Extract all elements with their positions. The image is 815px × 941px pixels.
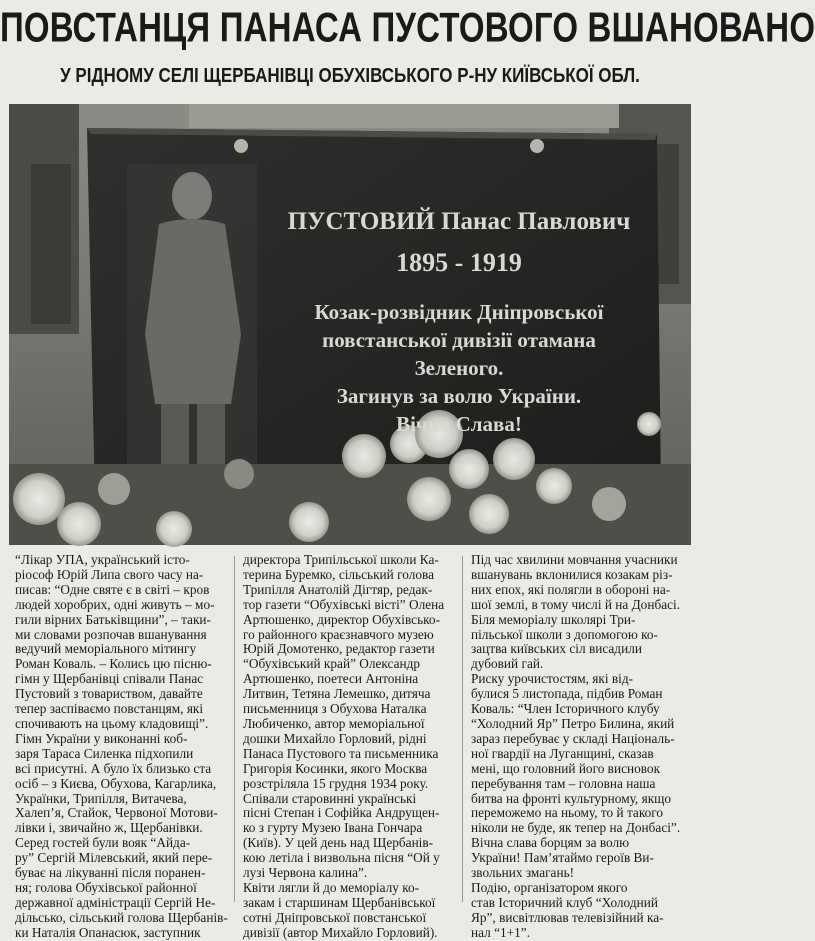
text-line: “Лікар УПА, український істо- bbox=[15, 552, 190, 567]
text-line: став Історичний клуб “Холодний bbox=[471, 894, 658, 910]
text-line: ня; голова Обухівської районної bbox=[15, 879, 197, 895]
column-divider bbox=[234, 556, 235, 902]
text-line: дошки Михайло Горловий, рідні bbox=[243, 730, 427, 746]
text-line: перебування там – головна наша bbox=[471, 775, 656, 791]
text-line: закам і старшинам Щербанівської bbox=[243, 894, 436, 910]
article-column-2 bbox=[243, 552, 461, 940]
text-line: пісні Степан і Софійка Андрущен- bbox=[243, 805, 440, 821]
text-line: гімн у Щербанівці співали Панас bbox=[15, 671, 204, 687]
text-line: всі присутні. А було їх близько ста bbox=[15, 760, 212, 776]
text-line: мені, що головний його висновок bbox=[471, 760, 661, 776]
text-line: нал “1+1”. bbox=[471, 924, 531, 940]
text-line: Халеп’я, Стайок, Червоної Мотови- bbox=[15, 805, 218, 821]
text-line: Панаса Пустового та письменника bbox=[243, 745, 439, 761]
memorial-name: ПУСТОВИЙ Панас Павлович bbox=[287, 208, 631, 235]
text-line: Біля меморіалу школярі Три- bbox=[471, 611, 636, 627]
text-line: гили вірних Батьківщини”, – таки- bbox=[15, 611, 211, 627]
text-line: звольних змагань! bbox=[471, 865, 575, 881]
text-line: Литвин, Тетяна Лемешко, дитяча bbox=[243, 686, 431, 702]
text-line: дільсько, сільський голова Щербанів- bbox=[15, 909, 228, 925]
text-line: лівки і, звичайно ж, Щербанівки. bbox=[15, 820, 203, 836]
text-line: спочивають на цьому кладовищі”. bbox=[15, 715, 209, 731]
text-line: ріософ Юрій Липа свого часу на- bbox=[15, 566, 204, 582]
text-line: пільської школи з допомогою ко- bbox=[471, 626, 658, 642]
text-line: директора Трипільської школи Ка- bbox=[243, 552, 439, 567]
text-line: Григорія Косинки, якого Москва bbox=[243, 760, 428, 776]
memorial-photo bbox=[9, 104, 691, 545]
memorial-line: Козак-розвідник Дніпровської bbox=[314, 300, 604, 324]
text-line: булися 5 листопада, підбив Роман bbox=[471, 686, 663, 702]
text-line: України! Пам’ятаймо героїв Ви- bbox=[471, 850, 654, 866]
text-line: зацтва київських сіл висадили bbox=[471, 641, 642, 657]
column-divider bbox=[462, 556, 463, 902]
text-line: Коваль: “Член Історичного клубу bbox=[471, 701, 660, 717]
text-line: Роман Коваль. – Колись цю пісню- bbox=[15, 656, 212, 672]
text-line: писав: “Одне святе є в світі – кров bbox=[15, 581, 210, 597]
text-line: “Холодний Яр” Петро Билина, який bbox=[471, 715, 675, 731]
text-line: го районного краєзнавчого музею bbox=[243, 626, 434, 642]
text-line: тепер заспіваємо повстанцям, які bbox=[15, 701, 204, 717]
text-line: ми словами розпочав вшанування bbox=[15, 626, 207, 642]
text-line: дубовий гай. bbox=[471, 656, 544, 672]
text-line: державної адміністрації Сергій Не- bbox=[15, 894, 216, 910]
text-line: Українки, Трипілля, Витачева, bbox=[15, 790, 187, 806]
text-line: (Київ). У цей день над Щербанів- bbox=[243, 835, 434, 851]
memorial-line: Вічна Слава! bbox=[396, 412, 522, 436]
text-line: тор газети “Обухівські вісті” Олена bbox=[243, 596, 445, 612]
text-line: Співали старовинні українські bbox=[243, 790, 417, 806]
text-line: осіб – з Києва, Обухова, Кагарлика, bbox=[15, 775, 217, 791]
text-line: Риску урочистостям, які від- bbox=[471, 671, 634, 687]
text-line: ки Наталія Опанасюк, заступник bbox=[15, 924, 201, 940]
article-column-1 bbox=[15, 552, 233, 940]
memorial-line: Загинув за волю України. bbox=[336, 384, 582, 408]
text-line: заря Тараса Силенка підхопили bbox=[15, 745, 194, 761]
text-line: них епох, які полягли в обороні на- bbox=[471, 581, 671, 597]
text-line: Під час хвилини мовчання учасники bbox=[471, 552, 678, 567]
text-line: ної гвардії на Луганщині, сказав bbox=[471, 745, 654, 761]
text-line: ведучий меморіального мітингу bbox=[15, 641, 197, 657]
text-line: Любиченко, автор меморіальної bbox=[243, 715, 425, 731]
text-line: сотні Дніпровської повстанської bbox=[243, 909, 427, 925]
text-line: вшанувань вклонилися козакам різ- bbox=[471, 566, 673, 582]
memorial-years: 1895 - 1919 bbox=[396, 248, 522, 277]
article-headline: ПОВСТАНЦЯ ПАНАСА ПУСТОВОГО ВШАНОВАНО bbox=[0, 4, 815, 51]
text-line: Юрій Домотенко, редактор газети bbox=[243, 641, 435, 657]
text-line: битва на фронті культурному, якщо bbox=[471, 790, 672, 806]
text-line: кою летіла і визвольна пісня “Ой у bbox=[243, 850, 440, 866]
text-line: людей хоробрих, одні живуть – мо- bbox=[15, 596, 215, 612]
text-line: ру” Сергій Мілевський, який пере- bbox=[15, 850, 213, 866]
text-line: Артюшенко, директор Обухівсько- bbox=[243, 611, 441, 627]
text-line: Пустовий з товариством, давайте bbox=[15, 686, 203, 702]
text-line: Трипілля Анатолій Дігтяр, редак- bbox=[243, 581, 433, 597]
text-line: Серед гостей були вояк “Айда- bbox=[15, 835, 191, 851]
memorial-line: повстанської дивізії отамана bbox=[322, 328, 596, 352]
article-column-3 bbox=[471, 552, 689, 940]
text-line: Подію, організатором якого bbox=[471, 879, 628, 895]
text-line: Гімн України у виконанні коб- bbox=[15, 730, 188, 746]
text-line: лузі Червона калина”. bbox=[243, 865, 368, 881]
text-line: Квіти лягли й до меморіалу ко- bbox=[243, 879, 420, 895]
article-subheadline: У РІДНОМУ СЕЛІ ЩЕРБАНІВЦІ ОБУХІВСЬКОГО Р-НУ КИЇВСЬКОЇ ОБЛ. bbox=[60, 64, 640, 87]
text-line: ніколи не буде, як тепер на Донбасі”. bbox=[471, 820, 681, 836]
text-line: терина Буремко, сільський голова bbox=[243, 566, 434, 582]
text-line: “Обухівський край” Олександр bbox=[243, 656, 421, 672]
text-line: Вічна слава борцям за волю bbox=[471, 835, 630, 851]
text-line: шої землі, в тому числі й на Донбасі. bbox=[471, 596, 681, 612]
text-line: розстріляла 15 грудня 1934 року. bbox=[243, 775, 429, 791]
text-line: зараз перебуває у складі Національ- bbox=[471, 730, 675, 746]
text-line: ко з гурту Музею Івана Гончара bbox=[243, 820, 423, 836]
text-line: Артюшенко, поетеси Антоніна bbox=[243, 671, 419, 687]
text-line: Яр”, висвітлював телевізійний ка- bbox=[471, 909, 664, 925]
text-line: переможемо на ньому, то й такого bbox=[471, 805, 664, 821]
text-line: письменниця з Обухова Наталка bbox=[243, 701, 427, 717]
text-line: дивізії (автор Михайло Горловий). bbox=[243, 924, 438, 940]
text-line: буває на лікуванні після поранен- bbox=[15, 865, 206, 881]
memorial-line: Зеленого. bbox=[414, 356, 504, 380]
